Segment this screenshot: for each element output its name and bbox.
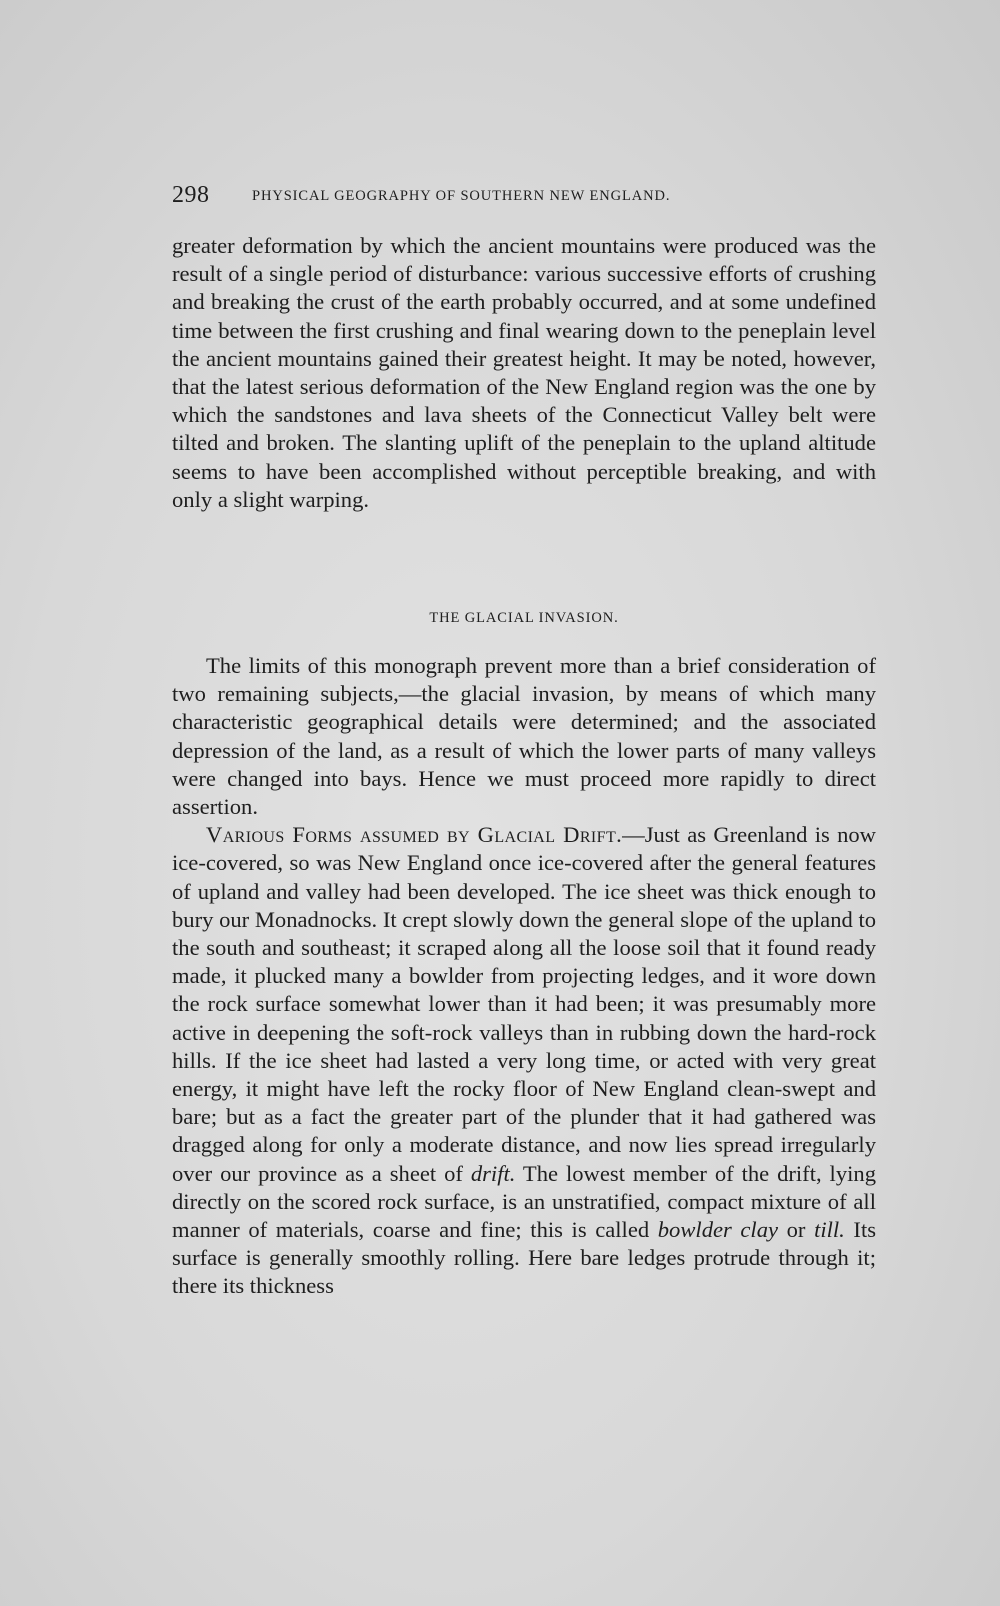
drift-paragraph bbox=[172, 821, 876, 1300]
section-body bbox=[172, 652, 876, 1301]
drift-text-1: —Just as Greenland is now ice-covered, so was New England once ice-covered after the general features of upland and valley had been developed. The ice sheet was thick enough to bury our Monadnocks. It crept slowly down the general slope of the upland to the south and southeast; it scraped along all the loose soil that it found ready made, it plucked many a bowlder from projecting ledges, and it wore down the rock surface somewhat lower than it had been; it was presumably more active in deepening the soft-rock valleys than in rubbing down the hard-rock hills. If the ice sheet had lasted a very long time, or acted with very great energy, it might have left the rocky floor of New England clean-swept and bare; but as a fact the greater part of the plunder that it had gathered was dragged along for only a moderate distance, and now lies spread irregularly over our province as a sheet of bbox=[172, 822, 877, 1186]
term-bowlder-clay: bowlder clay bbox=[657, 1217, 779, 1243]
section-heading: THE GLACIAL INVASION. bbox=[429, 610, 619, 626]
term-till: till. bbox=[814, 1217, 845, 1243]
running-head bbox=[172, 182, 800, 210]
intro-paragraph: The limits of this monograph prevent more than a brief consideration of two remaining subjects,—the glacial invasion, by means of which many characteristic geographical details were determined; and the associated depression of the land, as a result of which the lower parts of many valleys were changed into bays. Hence we must proceed more rapidly to direct assertion. bbox=[172, 653, 876, 820]
continuation-paragraph: greater deformation by which the ancient mountains were produced was the result of a single period of disturbance: various successive efforts of crushing and breaking the crust of the earth probably occurred, and at some undefined time between the first crushing and final wearing down to the peneplain level the ancient mountains gained their greatest height. It may be noted, however, that the latest serious deformation of the New England region was the one by which the sandstones and lava sheets of the Connecticut Valley belt were tilted and broken. The slanting uplift of the peneplain to the upland altitude seems to have been accomplished without perceptible breaking, and with only a slight warping. bbox=[172, 233, 876, 512]
running-title: PHYSICAL GEOGRAPHY OF SOUTHERN NEW ENGLAND. bbox=[252, 188, 671, 204]
drift-text-3: or bbox=[778, 1217, 815, 1243]
drift-text-2: The lowest member of the drift, lying directly on the scored rock surface, is an unstratified, compact mixture of all manner of materials, coarse and fine; this is called bbox=[172, 1160, 876, 1243]
run-in-heading: Various Forms assumed by Glacial Drift. bbox=[206, 822, 623, 848]
term-drift: drift. bbox=[470, 1160, 516, 1186]
page-number: 298 bbox=[172, 182, 210, 208]
continuation-paragraph-block bbox=[172, 232, 876, 514]
drift-text-4: Its surface is generally smoothly rolling. Here bare ledges protrude through it; there its thickness bbox=[172, 1217, 877, 1299]
